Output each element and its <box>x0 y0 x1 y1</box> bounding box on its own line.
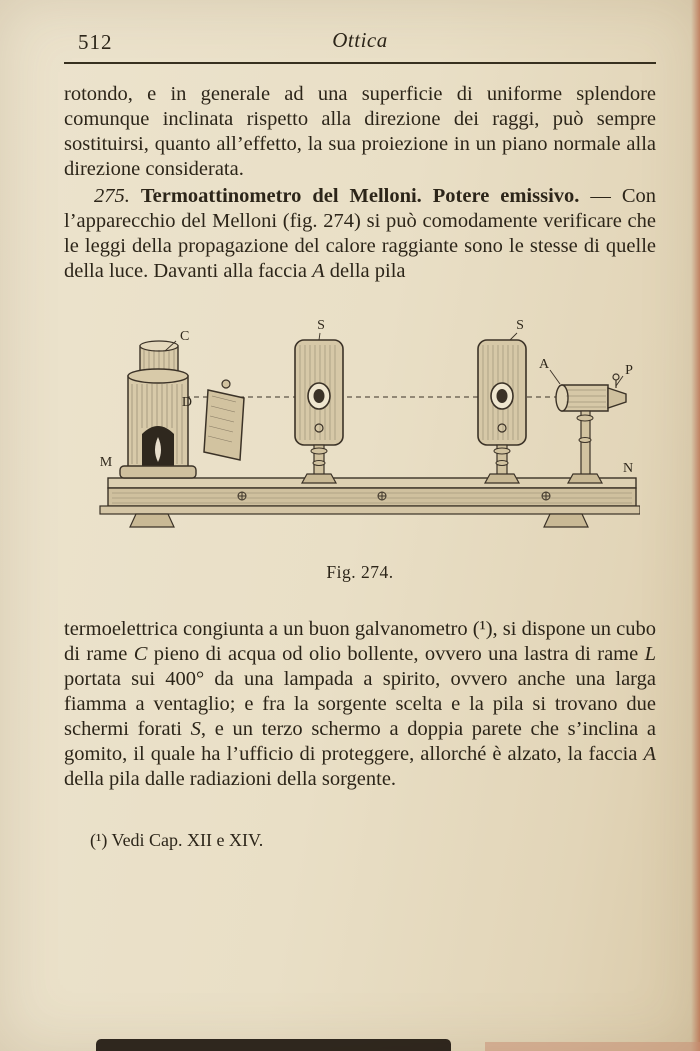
paragraph-continuation: rotondo, e in generale ad una superficie di uniforme splendore comunque inclinata rispetto alla direzione dei raggi, può sempre sostituirsi, quanto all’effetto, la sua proiezione in un piano normale alla direzione considerata. <box>64 83 656 180</box>
figure-274 <box>78 310 643 583</box>
label-m: M <box>99 455 113 470</box>
label-a: A <box>538 357 550 372</box>
label-p: P <box>625 363 633 378</box>
thermopile <box>556 374 626 483</box>
optical-bench <box>100 478 640 527</box>
label-c: C <box>180 329 190 344</box>
thermopile-stand <box>568 411 602 483</box>
label-n: N <box>622 461 634 476</box>
screen-d <box>204 380 244 460</box>
paragraph-section-275: 275. Termoattinometro del Melloni. Potere emissivo. — Con l’apparecchio del Melloni (fig. 274) si può comodamente verificare che le leggi della propagazione del calore raggiante sono le stesse di quelle della luce. Davanti alla faccia A della pila <box>64 185 656 282</box>
footnote <box>64 830 656 851</box>
screen-stand <box>485 445 519 483</box>
paragraph-after-figure: termoelettrica congiunta a un buon galvanometro (¹), si dispone un cubo di rame C pieno di acqua od olio bollente, ovvero una lastra di rame L portata sui 400° da una lampada a spirito, ovvero anche una larga fiamma a ventaglio; e fra la sorgente scelta e la pila si trovano due schermi forati S, e un terzo schermo a doppia parete che s’inclina a gomito, il quale ha l’ufficio di proteggere, allorché è alzato, la faccia A della pila dalle radiazioni della sorgente. <box>64 618 657 790</box>
label-d: D <box>181 395 192 410</box>
footnote-text: (¹) Vedi Cap. XII e XIV. <box>90 830 264 850</box>
perforated-screen-left <box>295 340 343 483</box>
figure-caption: Fig. 274. <box>326 562 394 582</box>
label-leader-lines <box>165 333 623 386</box>
scan-edge-right <box>691 0 700 1051</box>
apparatus-engraving <box>80 310 640 550</box>
text-block <box>64 82 656 851</box>
page-number: 512 <box>78 30 113 54</box>
perforated-screen-right <box>478 340 526 483</box>
header-rule <box>64 62 656 64</box>
scan-shadow-bottom <box>96 1039 451 1051</box>
page-header <box>64 26 656 60</box>
scan-smudge-bottom-right <box>485 1042 700 1051</box>
running-title: Ottica <box>332 28 388 52</box>
label-s-right: S <box>516 318 524 333</box>
screen-stand <box>302 445 336 483</box>
label-s-left: S <box>317 318 325 333</box>
